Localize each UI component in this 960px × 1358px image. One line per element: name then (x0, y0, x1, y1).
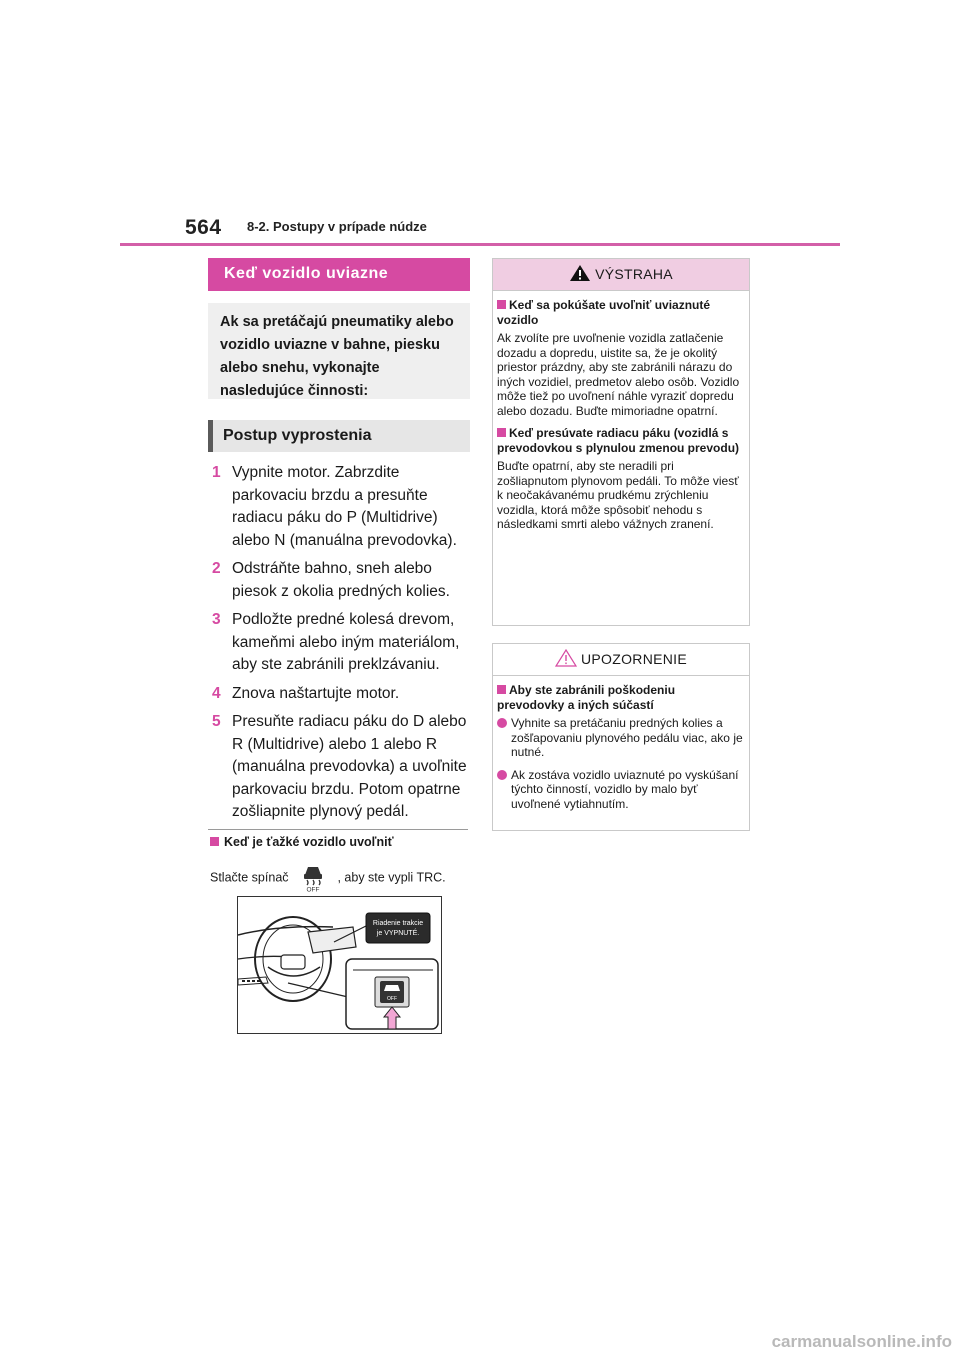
notice-bullet (497, 768, 743, 812)
step-number: 5 (212, 713, 221, 730)
trc-off-icon (300, 864, 326, 892)
step-item (212, 462, 472, 552)
warning-header (493, 259, 749, 291)
section-title: 8-2. Postupy v prípade núdze (247, 219, 427, 234)
warning-subheading (497, 426, 743, 455)
main-heading: Keď vozidlo uviazne (208, 258, 470, 291)
step-text: Vypnite motor. Zabrzdite parkovaciu brzdu a presuňte radiacu páku do P (Multidrive) alebo N (manuálna prevodovka). (232, 464, 457, 549)
warning-triangle-icon (569, 262, 591, 280)
instruction-text-after: , aby ste vypli TRC. (337, 870, 446, 885)
step-text: Znova naštartujte motor. (232, 684, 400, 702)
warning-title: VÝSTRAHA (595, 266, 673, 282)
difficult-heading (210, 835, 394, 849)
warning-paragraph: Ak zvolíte pre uvoľnenie vozidla zatlačenie dozadu a dopredu, uistite sa, že je okolitý priestor prázdny, aby ste zabránili nárazu do iných vozidiel, predmetov alebo osôb. Vozidlo môže tiež po uvoľnení náhle vyraziť dopredu alebo dozadu. Buďte mimoriadne opatrní. (497, 331, 740, 418)
square-bullet-icon (497, 428, 506, 437)
notice-body (493, 676, 749, 811)
round-bullet-icon (497, 770, 507, 780)
caution-triangle-icon (555, 647, 577, 665)
step-number: 1 (212, 464, 221, 481)
difficult-heading-text: Keď je ťažké vozidlo uvoľniť (224, 835, 394, 849)
notice-subheading (497, 683, 743, 712)
instruction-text-before: Stlačte spínač (210, 870, 289, 885)
square-bullet-icon (497, 300, 506, 309)
step-number: 2 (212, 560, 221, 577)
off-label: OFF (306, 886, 320, 892)
step-number: 3 (212, 611, 221, 628)
procedure-heading: Postup vyprostenia (208, 420, 470, 452)
step-item (212, 558, 472, 603)
page-number: 564 (185, 216, 222, 239)
step-item (212, 609, 472, 677)
notice-title: UPOZORNENIE (581, 651, 687, 667)
inset-off-label: OFF (387, 996, 397, 1002)
warning-box (492, 258, 750, 626)
procedure-steps (212, 462, 472, 830)
warning-subheading-text: Keď sa pokúšate uvoľniť uviaznuté vozidlo (497, 298, 711, 327)
step-text: Odstráňte bahno, sneh alebo piesok z okolia predných kolies. (232, 560, 450, 600)
notice-bullet-text: Vyhnite sa pretáčaniu predných kolies a zošľapovaniu plynového pedálu viac, ako je nutné. (511, 716, 743, 759)
step-item (212, 683, 472, 706)
dashboard-illustration (237, 896, 442, 1034)
warning-body (493, 291, 749, 532)
step-text: Podložte predné kolesá drevom, kameňmi alebo iným materiálom, aby ste zabránili preklzávaniu. (232, 611, 460, 673)
notice-subheading-text: Aby ste zabránili poškodeniu prevodovky a iných súčastí (497, 683, 676, 712)
notice-box (492, 643, 750, 831)
callout-line-1: Riadenie trakcie (372, 920, 424, 927)
notice-bullet-text: Ak zostáva vozidlo uviaznuté po vyskúšaní týchto činností, vozidlo by malo byť uvoľnené vytiahnutím. (511, 767, 739, 811)
step-text: Presuňte radiacu páku do D alebo R (Multidrive) alebo 1 alebo R (manuálna prevodovka) a uvoľnite parkovaciu brzdu. Potom opatrne zošliapnite plynový pedál. (232, 713, 467, 820)
square-bullet-icon (210, 837, 219, 846)
subsection-rule (208, 829, 468, 830)
warning-paragraph: Buďte opatrní, aby ste neradili pri zošliapnutom plynovom pedáli. To môže viesť k neočakávanému prudkému zrýchleniu vozidla, ktorá môže spôsobiť nehodu s následkami smrti alebo vážnych zranení. (497, 459, 739, 531)
dashboard-drawing (238, 897, 442, 1034)
callout-line-2: je VYPNUTÉ. (376, 930, 420, 937)
warning-subheading (497, 298, 743, 327)
notice-bullet (497, 716, 743, 760)
trc-instruction (210, 864, 446, 892)
header-rule (120, 243, 840, 246)
intro-box: Ak sa pretáčajú pneumatiky alebo vozidlo uviazne v bahne, piesku alebo snehu, vykonajte nasledujúce činnosti: (208, 303, 470, 399)
notice-header (493, 644, 749, 676)
watermark: carmanualsonline.info (771, 1332, 952, 1351)
step-item (212, 711, 472, 824)
warning-subheading-text: Keď presúvate radiacu páku (vozidlá s prevodovkou s plynulou zmenou prevodu) (497, 426, 740, 455)
square-bullet-icon (497, 685, 506, 694)
step-number: 4 (212, 684, 221, 702)
round-bullet-icon (497, 718, 507, 728)
